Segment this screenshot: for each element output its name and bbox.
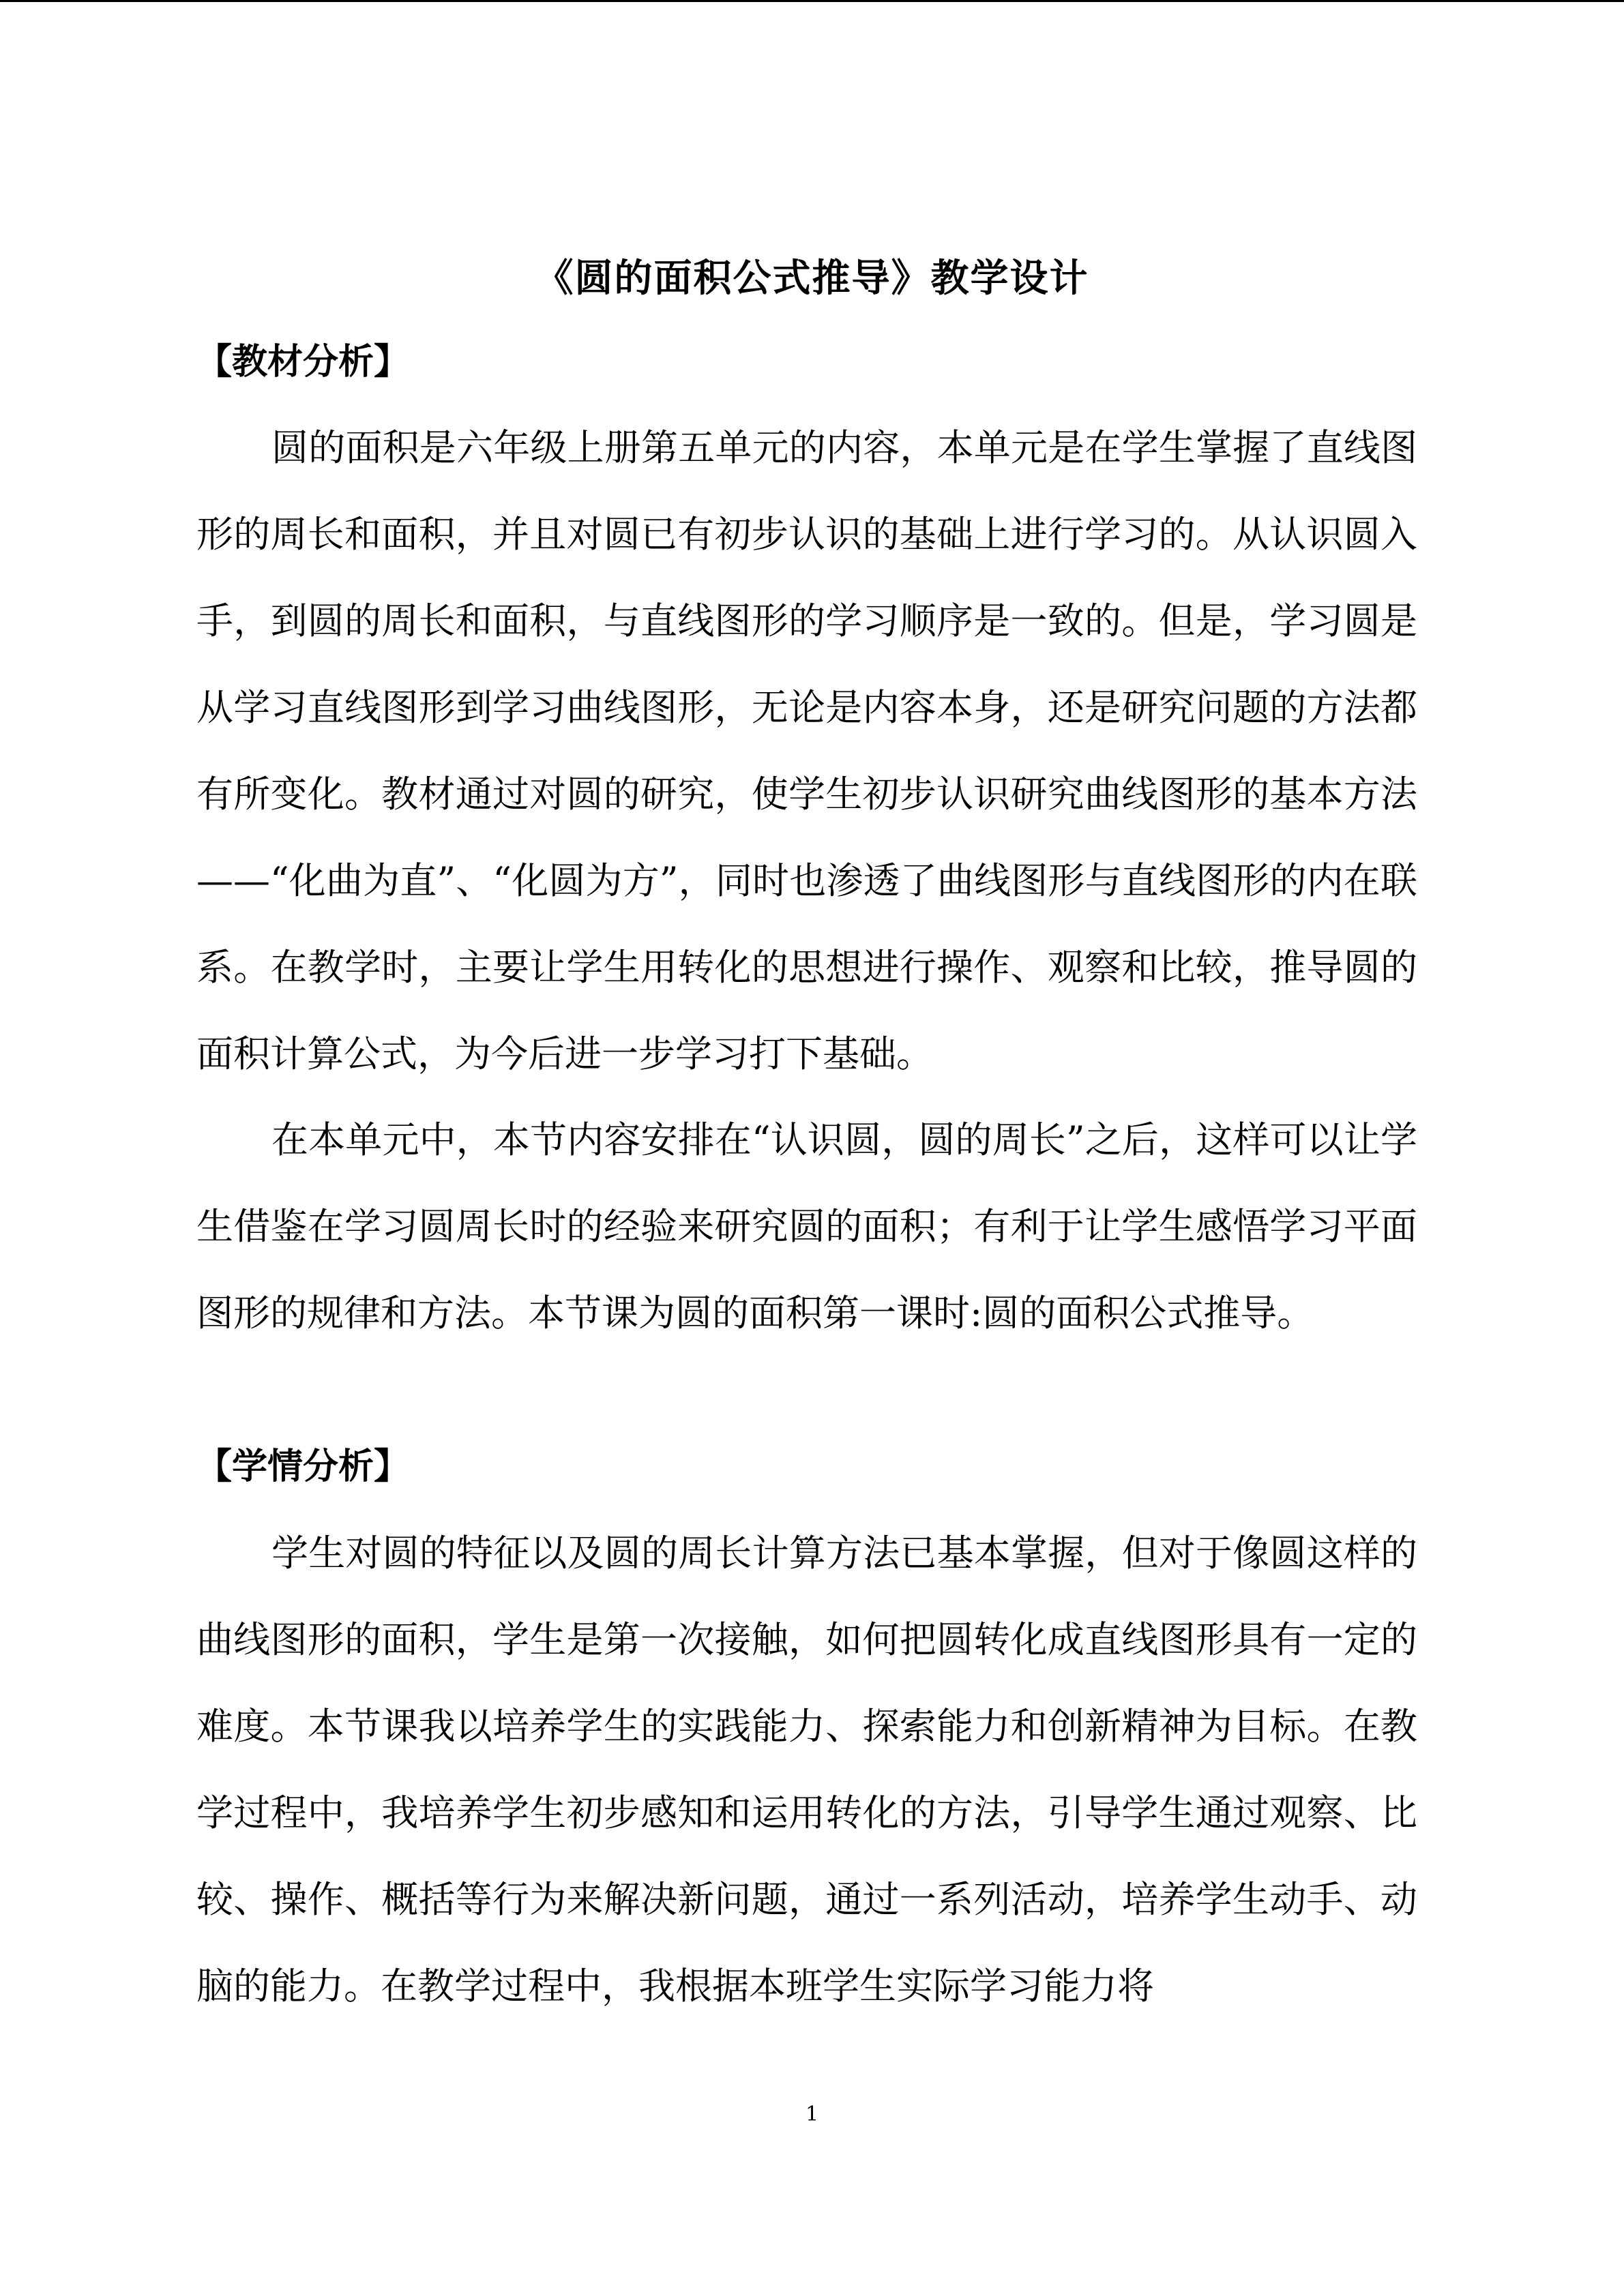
section-heading-textbook-analysis: 【教材分析】 [196, 341, 410, 383]
paragraph-textbook-analysis-2: 在本单元中，本节内容安排在“认识圆，圆的周长”之后，这样可以让学生借鉴在学习圆周长时的经验来研究圆的面积；有利于让学生感悟学习平面图形的规律和方法。本节课为圆的面积第一课时:圆的面积公式推导。 [196, 1118, 1417, 1335]
page-number: 1 [805, 2102, 819, 2126]
document-title: 《圆的面积公式推导》教学设计 [535, 256, 1089, 301]
section-heading-student-analysis: 【学情分析】 [196, 1446, 410, 1487]
paragraph-textbook-analysis-1: 圆的面积是六年级上册第五单元的内容，本单元是在学生掌握了直线图形的周长和面积，并且对圆已有初步认识的基础上进行学习的。从认识圆入手，到圆的周长和面积，与直线图形的学习顺序是一致的。但是，学习圆是从学习直线图形到学习曲线图形，无论是内容本身，还是研究问题的方法都有所变化。教材通过对圆的研究，使学生初步认识研究曲线图形的基本方法——“化曲为直”、“化圆为方”，同时也渗透了曲线图形与直线图形的内在联系。在教学时，主要让学生用转化的思想进行操作、观察和比较，推导圆的面积计算公式，为今后进一步学习打下基础。 [196, 426, 1417, 1075]
paragraph-student-analysis-1: 学生对圆的特征以及圆的周长计算方法已基本掌握，但对于像圆这样的曲线图形的面积，学生是第一次接触，如何把圆转化成直线图形具有一定的难度。本节课我以培养学生的实践能力、探索能力和创新精神为目标。在教学过程中，我培养学生初步感知和运用转化的方法，引导学生通过观察、比较、操作、概括等行为来解决新问题，通过一系列活动，培养学生动手、动脑的能力。在教学过程中，我根据本班学生实际学习能力将 [196, 1532, 1417, 2008]
